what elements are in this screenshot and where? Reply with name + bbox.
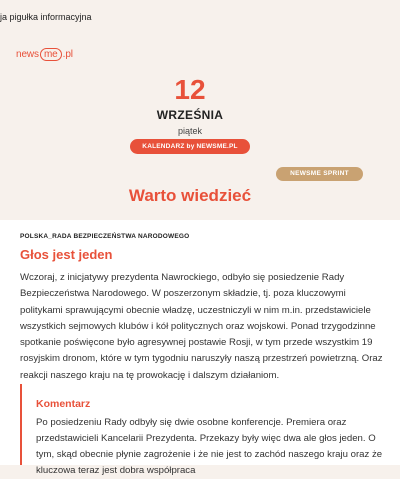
calendar-button[interactable]: KALENDARZ by NEWSME.PL [130,139,250,154]
newsme-logo[interactable] [16,48,73,61]
article-title: Głos jest jeden [20,247,113,262]
article-category: POLSKA_RADA BEZPIECZEŃSTWA NARODOWEGO [20,233,190,240]
sprint-button[interactable]: NEWSME SPRINT [276,167,363,181]
comment-box [20,384,400,476]
logo-text-me: me [40,48,62,61]
date-weekday: piątek [177,126,203,136]
logo-text-news: news [16,49,39,60]
date-month: WRZEŚNIA [156,108,224,122]
date-day: 12 [174,74,206,105]
comment-text: Po posiedzeniu Rady odbyły się dwie osobne konferencje. Premiera oraz przedstawicieli Kancelarii Prezydenta. Przekazy były więc dwa ale głos jeden. O tym, skąd obecnie płynie zagrożenie i że nie jest to zachód naszego kraju oraz że kluczowa teraz jest dobra współpraca [36,417,383,476]
comment-title: Komentarz [36,398,91,410]
date-block [0,75,380,136]
logo-text-domain: .pl [62,49,73,60]
tagline: ja pigułka informacyjna [0,12,92,22]
article-body: Wczoraj, z inicjatywy prezydenta Nawrockiego, odbyło się posiedzenie Rady Bezpieczeństwa Narodowego. W poszerzonym składzie, tj. poza kluczowymi politykami sprawującymi obecnie władzę, uczestniczyli w nim m.in. przedstawiciele wszystkich sejmowych klubów i kół politycznych oraz wojskowi. Ponad trzygodzinne spotkanie poświęcone było agresywnej postawie Rosji, w tym przede wszystkim 19 rosyjskim dronom, które w tym tygodniu naruszyły naszą przestrzeń powietrzną. Oraz reakcji naszego kraju na tę prowokację i dalszym działaniom. [20,272,383,381]
section-title: Warto wiedzieć [128,186,252,205]
